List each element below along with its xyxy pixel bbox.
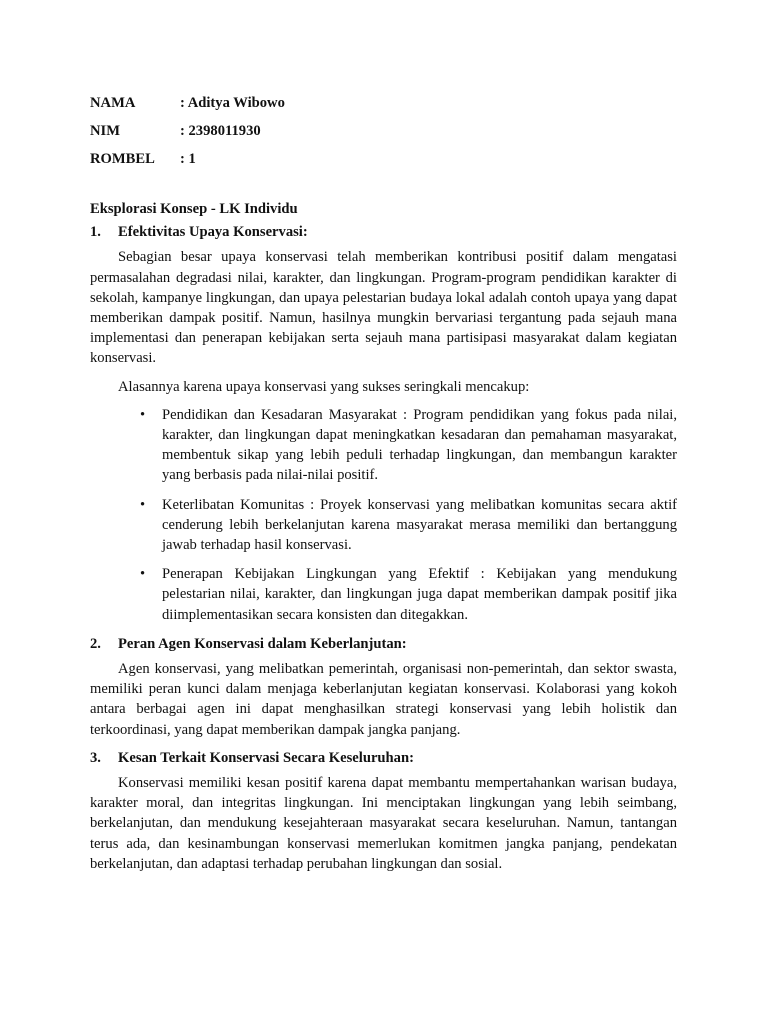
section-title: Kesan Terkait Konservasi Secara Keseluruhan: — [118, 749, 414, 766]
bullet-list — [90, 405, 677, 625]
section-number: 1. — [90, 224, 101, 241]
document-content — [90, 91, 677, 874]
identity-label: NAMA — [90, 95, 136, 111]
section-1-intro: Sebagian besar upaya konservasi telah memberikan kontribusi positif dalam mengatasi permasalahan degradasi nilai, karakter, dan lingkungan. Program-program pendidikan karakter di sekolah, kampanye lingkungan, dan upaya pelestarian budaya lokal adalah contoh upaya yang dapat memberikan dampak positif. Namun, hasilnya mungkin bervariasi tergantung pada sejauh mana implementasi dan penerapan kebijakan serta sejauh mana partisipasi masyarakat dalam kegiatan konservasi. — [90, 249, 677, 367]
section-number: 3. — [90, 749, 101, 766]
identity-row-name — [90, 91, 677, 119]
list-item-text: Pendidikan dan Kesadaran Masyarakat : Program pendidikan yang fokus pada nilai, karakter, dan lingkungan dapat meningkatkan kesadaran dan pemahaman masyarakat, membentuk sikap yang lebih peduli terhadap lingkungan, dan membangun karakter yang berbasis pada nilai-nilai positif. — [162, 406, 677, 484]
identity-label: NIM — [90, 123, 120, 139]
section-number: 2. — [90, 635, 101, 652]
list-item — [135, 564, 677, 625]
document-title: Eksplorasi Konsep - LK Individu — [90, 201, 298, 217]
section-heading-3 — [90, 748, 677, 768]
identity-row-nim — [90, 119, 677, 147]
bullet-icon: • — [140, 496, 146, 513]
section-title: Efektivitas Upaya Konservasi: — [118, 224, 308, 241]
identity-value: : 1 — [180, 151, 196, 167]
section-title: Peran Agen Konservasi dalam Keberlanjutan: — [118, 635, 407, 652]
list-item-text: Keterlibatan Komunitas : Proyek konservasi yang melibatkan komunitas secara aktif cenderung lebih berkelanjutan karena masyarakat merasa memiliki dan bertanggung jawab terhadap hasil konservasi. — [162, 496, 677, 554]
section-3-body: Konservasi memiliki kesan positif karena dapat membantu mempertahankan warisan budaya, karakter moral, dan integritas lingkungan. Ini menciptakan lingkungan yang lebih seimbang, berkelanjutan, dan mendukung kesejahteraan masyarakat secara keseluruhan. Namun, tantangan terus ada, dan kesinambungan konservasi memerlukan komitmen jangka panjang, pendekatan berkelanjutan, dan adaptasi terhadap perubahan lingkungan dan sosial. — [90, 775, 677, 872]
list-item — [135, 405, 677, 486]
list-item-text: Penerapan Kebijakan Lingkungan yang Efektif : Kebijakan yang mendukung pelestarian nilai, karakter, dan lingkungan juga dapat memberikan dampak positif jika diimplementasikan secara konsisten dan ditegakkan. — [162, 566, 677, 623]
list-item — [135, 495, 677, 556]
identity-label: ROMBEL — [90, 151, 155, 167]
identity-value: : 2398011930 — [180, 123, 261, 139]
identity-row-rombel — [90, 147, 677, 175]
identity-value: : Aditya Wibowo — [180, 95, 285, 111]
bullet-icon: • — [140, 406, 146, 423]
bullet-icon: • — [140, 566, 146, 583]
section-heading-1 — [90, 222, 677, 242]
identity-block — [90, 91, 677, 175]
section-2-body: Agen konservasi, yang melibatkan pemerintah, organisasi non-pemerintah, dan sektor swasta, memiliki peran kunci dalam menjaga keberlanjutan kegiatan konservasi. Kolaborasi yang kokoh antara berbagai agen ini dapat menghasilkan strategi konservasi yang lebih holistik dan terkoordinasi, yang dapat memberikan dampak jangka panjang. — [90, 661, 677, 738]
section-heading-2 — [90, 634, 677, 654]
section-1-lead: Alasannya karena upaya konservasi yang sukses seringkali mencakup: — [118, 378, 530, 395]
